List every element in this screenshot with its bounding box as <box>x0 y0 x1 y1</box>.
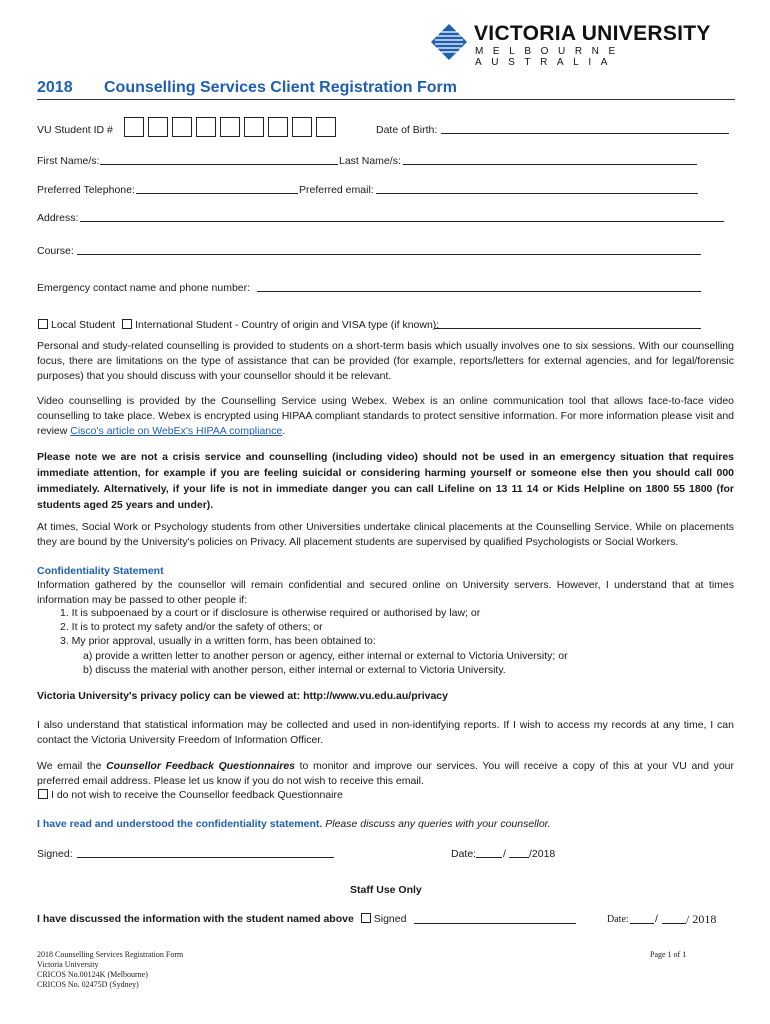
crisis-notice-paragraph: Please note we are not a crisis service and counselling (including video) should not be used in an emergency situation that requires immediate attention, for example if you are feeling suicidal or considering harming yourself or someone else then you should call 000 immediately. Alternatively, if your life is not in immediate danger you can call Lifeline on 13 11 14 or Kids Helpline on 1800 55 1800 (for students aged 25 years and under). <box>37 451 734 511</box>
confidentiality-item-1: 1. It is subpoenaed by a court or if disclosure is otherwise required or authorised by law; or <box>60 607 481 619</box>
staff-use-heading: Staff Use Only <box>350 884 422 896</box>
footer-line-1: 2018 Counselling Services Registration Form <box>37 950 184 959</box>
student-id-digit-2[interactable] <box>148 117 168 137</box>
staff-signed-label: Signed <box>373 913 407 925</box>
date-slash: / <box>503 848 506 860</box>
first-names-label: First Name/s: <box>37 155 100 167</box>
student-id-digit-4[interactable] <box>196 117 216 137</box>
student-id-digit-3[interactable] <box>172 117 192 137</box>
feedback-pre: We email the <box>37 760 107 772</box>
dob-label: Date of Birth: <box>376 124 438 136</box>
footer-line-4: CRICOS No. 02475D (Sydney) <box>37 980 139 989</box>
student-type-row <box>37 319 439 331</box>
student-id-digit-8[interactable] <box>292 117 312 137</box>
staff-discussed-row <box>37 913 406 925</box>
pref-phone-label: Preferred Telephone: <box>37 184 135 196</box>
feedback-post: to monitor and improve our services. You will receive a copy of this at your VU and your preferred email address. Please let us know if you do not wish to receive this email. <box>37 760 734 787</box>
form-year: 2018 <box>37 79 73 96</box>
signed-label: Signed: <box>37 848 73 860</box>
vu-logo-icon <box>429 22 469 62</box>
student-id-digit-9[interactable] <box>316 117 336 137</box>
confidentiality-heading: Confidentiality Statement <box>37 565 164 577</box>
intl-student-checkbox[interactable] <box>122 319 132 329</box>
staff-signed-checkbox[interactable] <box>361 913 371 923</box>
feedback-optout-checkbox[interactable] <box>38 789 48 799</box>
feedback-optout-label: I do not wish to receive the Counsellor feedback Questionnaire <box>51 789 343 801</box>
date-month-field[interactable] <box>509 845 529 858</box>
confidentiality-subitem-a: a) provide a written letter to another person or agency, either internal or external to Victoria University; or <box>83 650 568 662</box>
student-id-digit-7[interactable] <box>268 117 288 137</box>
confidentiality-item-3: 3. My prior approval, usually in a written form, has been obtained to: <box>60 635 376 647</box>
staff-discussed-label: I have discussed the information with the student named above <box>37 913 354 925</box>
date-day-field[interactable] <box>476 845 502 858</box>
dob-field[interactable] <box>441 121 729 134</box>
course-label: Course: <box>37 245 74 257</box>
staff-date-label: Date: <box>607 914 629 925</box>
footer-info <box>37 950 183 990</box>
confidentiality-item-2: 2. It is to protect my safety and/or the safety of others; or <box>60 621 323 633</box>
course-field[interactable] <box>77 242 701 255</box>
cisco-hipaa-link[interactable]: Cisco's article on WebEx's HIPAA compliance <box>70 425 283 437</box>
title-rule <box>37 99 735 100</box>
student-id-label: VU Student ID # <box>37 124 113 136</box>
staff-signature-field[interactable] <box>414 911 576 924</box>
date-label: Date: <box>451 848 477 860</box>
staff-date-month-field[interactable] <box>662 911 686 924</box>
local-student-checkbox[interactable] <box>38 319 48 329</box>
page-number: Page 1 of 1 <box>650 950 687 959</box>
student-id-digit-6[interactable] <box>244 117 264 137</box>
last-names-label: Last Name/s: <box>339 155 401 167</box>
privacy-policy-line: Victoria University's privacy policy can be viewed at: http://www.vu.edu.au/privacy <box>37 690 448 702</box>
video-counselling-paragraph <box>37 394 734 439</box>
emergency-field[interactable] <box>257 279 701 292</box>
student-id-digit-1[interactable] <box>124 117 144 137</box>
staff-date-slash: / <box>655 913 658 925</box>
pref-email-label: Preferred email: <box>299 184 374 196</box>
university-logo <box>429 22 739 68</box>
student-id-boxes <box>124 117 340 137</box>
confidentiality-intro: Information gathered by the counsellor will remain confidential and secured online on University servers. However, I understand that at times information may be passed to other people if: <box>37 579 734 606</box>
video-counselling-end: . <box>282 425 286 437</box>
emergency-label: Emergency contact name and phone number: <box>37 282 251 294</box>
staff-date-day-field[interactable] <box>630 911 654 924</box>
address-field[interactable] <box>80 209 724 222</box>
last-names-field[interactable] <box>403 152 697 165</box>
footer-line-2: Victoria University <box>37 960 99 969</box>
student-id-digit-5[interactable] <box>220 117 240 137</box>
video-counselling-text: Video counselling is provided by the Counselling Service using Webex. Webex is an online communication tool that allows face-to-face video counselling to take place. Webex is encrypted using HIPAA compliant standards to protect sensitive information. For more information please visit and review <box>37 395 734 437</box>
feedback-paragraph <box>37 759 734 789</box>
local-student-label: Local Student <box>51 319 116 331</box>
staff-date-year: / 2018 <box>686 912 717 926</box>
feedback-optout-row <box>37 789 343 801</box>
pref-phone-field[interactable] <box>136 181 298 194</box>
pref-email-field[interactable] <box>376 181 698 194</box>
acknowledge-italic: Please discuss any queries with your counsellor. <box>322 818 551 830</box>
intl-student-field[interactable] <box>434 316 701 329</box>
feedback-emph: Counsellor Feedback Questionnaires <box>106 760 296 772</box>
date-year: /2018 <box>529 848 556 860</box>
first-names-field[interactable] <box>100 152 338 165</box>
intl-student-label: International Student - Country of origin and VISA type (if known): <box>135 319 440 331</box>
statistics-paragraph: I also understand that statistical information may be collected and used in non-identifying reports. If I wish to access my records at any time, I can contact the Victoria University Freedom of Information Officer. <box>37 719 734 746</box>
university-name: VICTORIA UNIVERSITY <box>474 22 711 45</box>
acknowledge-bold: I have read and understood the confidentiality statement. <box>37 818 323 830</box>
confidentiality-subitem-b: b) discuss the material with another person, either internal or external to Victoria University. <box>83 664 506 676</box>
counselling-info-paragraph: Personal and study-related counselling is provided to students on a short-term basis which usually involves one to six sessions. With our counselling focus, there are limitations on the type of assistance that can be provided (for example, reports/letters for external agencies, and for legal/forensic purposes) that you should discuss with your counsellor should it be relevant. <box>37 340 734 382</box>
address-label: Address: <box>37 212 79 224</box>
acknowledge-line <box>37 818 551 830</box>
form-title: Counselling Services Client Registration Form <box>104 79 457 96</box>
university-location: MELBOURNE AUSTRALIA <box>475 46 625 68</box>
footer-line-3: CRICOS No.00124K (Melbourne) <box>37 970 148 979</box>
signature-field[interactable] <box>77 845 334 858</box>
placement-paragraph: At times, Social Work or Psychology students from other Universities undertake clinical placements at the Counselling Service. While on placements they are bound by the University's policies on Privacy. All placement students are supervised by qualified Psychologists or Social Workers. <box>37 521 734 548</box>
